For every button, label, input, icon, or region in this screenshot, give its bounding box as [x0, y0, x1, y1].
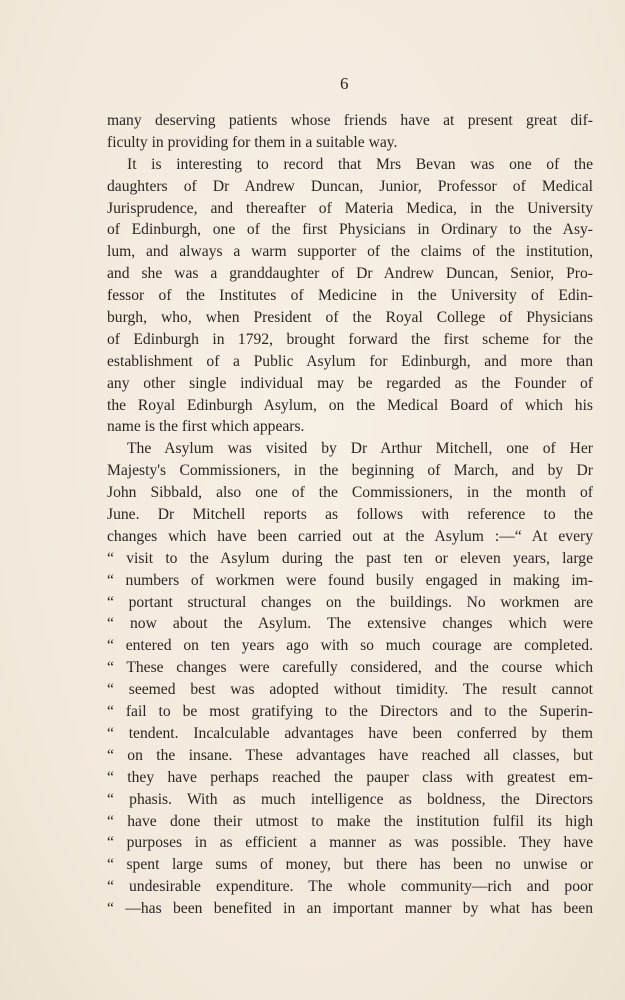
text-line: “ have done their utmost to make the institution fulfil its high — [107, 812, 593, 830]
text-line: “ entered on ten years ago with so much courage are completed. — [107, 637, 593, 655]
text-line: “ fail to be most gratifying to the Directors and to the Superin- — [107, 703, 593, 721]
text-line: “ phasis. With as much intelligence as boldness, the Directors — [107, 790, 593, 808]
text-line: “ portant structural changes on the buildings. No workmen are — [107, 593, 593, 611]
text-line: “ These changes were carefully considered, and the course which — [107, 659, 593, 677]
text-line: many deserving patients whose friends have at present great dif- — [107, 112, 593, 129]
text-line: Majesty's Commissioners, in the beginning of March, and by Dr — [107, 462, 593, 480]
text-line: Jurisprudence, and thereafter of Materia Medica, in the University — [107, 199, 593, 217]
text-line: ficulty in providing for them in a suitable way. — [107, 133, 398, 151]
text-line: “ visit to the Asylum during the past ten or eleven years, large — [107, 549, 593, 567]
text-line: “ —has been benefited in an important manner by what has been — [107, 900, 593, 918]
text-line: “ spent large sums of money, but there has been no unwise or — [107, 856, 593, 874]
text-line: “ undesirable expenditure. The whole community—rich and poor — [107, 878, 593, 896]
text-line: “ seemed best was adopted without timidity. The result cannot — [107, 681, 593, 699]
text-line: June. Dr Mitchell reports as follows with reference to the — [107, 506, 593, 524]
text-line: changes which have been carried out at the Asylum :—“ At every — [107, 527, 593, 545]
text-line: name is the first which appears. — [107, 418, 305, 436]
text-line: “ purposes in as efficient a manner as was possible. They have — [107, 834, 593, 852]
text-line: burgh, who, when President of the Royal College of Physicians — [107, 309, 593, 327]
text-line: The Asylum was visited by Dr Arthur Mitchell, one of Her — [127, 440, 593, 458]
text-line: daughters of Dr Andrew Duncan, Junior, Professor of Medical — [107, 177, 593, 195]
text-line: fessor of the Institutes of Medicine in the University of Edin- — [107, 287, 593, 305]
text-line: John Sibbald, also one of the Commissioners, in the month of — [107, 484, 593, 502]
text-line: the Royal Edinburgh Asylum, on the Medical Board of which his — [107, 396, 593, 414]
page-number: 6 — [340, 74, 349, 93]
text-line: “ tendent. Incalculable advantages have been conferred by them — [107, 724, 593, 742]
text-line: “ now about the Asylum. The extensive changes which were — [107, 615, 593, 633]
text-line: any other single individual may be regarded as the Founder of — [107, 374, 593, 392]
text-line: “ they have perhaps reached the pauper class with greatest em- — [107, 768, 593, 786]
text-line: It is interesting to record that Mrs Bevan was one of the — [127, 155, 593, 173]
text-line: “ on the insane. These advantages have reached all classes, but — [107, 746, 593, 764]
text-line: of Edinburgh in 1792, brought forward the first scheme for the — [107, 330, 593, 348]
text-line: “ numbers of workmen were found busily engaged in making im- — [107, 571, 593, 589]
text-line: and she was a granddaughter of Dr Andrew Duncan, Senior, Pro- — [107, 265, 593, 283]
text-line: establishment of a Public Asylum for Edinburgh, and more than — [107, 352, 593, 370]
text-line: lum, and always a warm supporter of the claims of the institution, — [107, 243, 593, 261]
text-line: of Edinburgh, one of the first Physicians in Ordinary to the Asy- — [107, 221, 593, 239]
body-text — [107, 110, 593, 920]
